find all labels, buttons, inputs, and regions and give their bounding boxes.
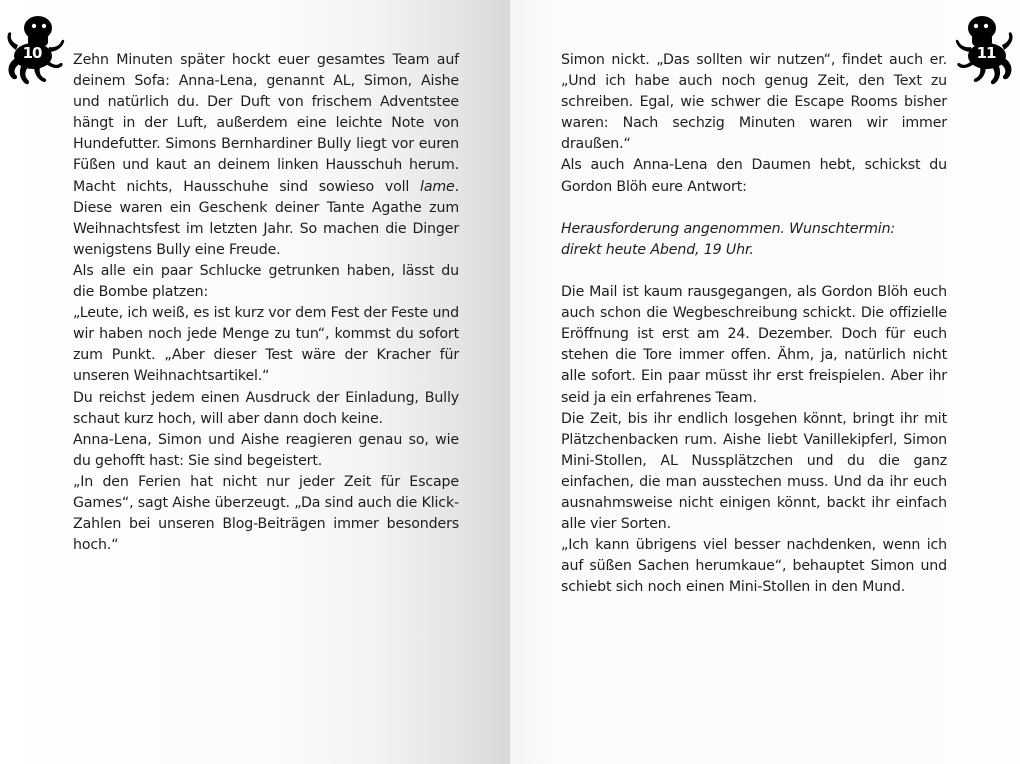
page-number: 10 — [22, 44, 42, 62]
paragraph: Anna-Lena, Simon und Aishe reagieren genau so, wie du gehofft hast: Sie sind begeistert. — [73, 431, 459, 469]
paragraph: „Leute, ich weiß, es ist kurz vor dem Fest der Feste und wir haben noch jede Menge zu tun“, kommst du sofort zum Punkt. „Aber dieser Test wäre der Kracher für unseren Weihnachtsartikel.“ — [73, 305, 459, 385]
italic-line: Herausforderung angenommen. Wunschtermin: — [561, 220, 896, 237]
right-page — [510, 0, 1020, 764]
paragraph: Simon nickt. „Das sollten wir nutzen“, findet auch er. „Und ich habe auch noch genug Zeit, den Text zu schreiben. Egal, wie schwer die Escape Rooms bisher waren: Nach sechzig Minuten waren wir immer draußen.“ — [561, 52, 947, 153]
paragraph: „In den Ferien hat nicht nur jeder Zeit für Escape Games“, sagt Aishe überzeugt. „Da sind auch die Klick-Zahlen bei unseren Blog-Beiträgen immer besonders hoch.“ — [73, 473, 459, 554]
paragraph: Die Mail ist kaum rausgegangen, als Gordon Blöh euch auch schon die Wegbeschreibung schickt. Die offizielle Eröffnung ist erst am 24. Dezember. Doch für euch stehen die Tore immer offen. Ähm, ja, natürlich nicht alle sofort. Ein paar müsst ihr erst freispielen. Aber ihr seid ja ein erfahrenes Team. — [561, 284, 947, 406]
right-page-text — [561, 50, 947, 598]
paragraph: Du reichst jedem einen Ausdruck der Einladung, Bully schaut kurz hoch, will aber dann doch keine. — [73, 389, 459, 427]
paragraph: Die Zeit, bis ihr endlich losgehen könnt, bringt ihr mit Plätzchenbacken rum. Aishe liebt Vanillekipferl, Simon Mini-Stollen, AL Nussplätzchen und du die ganz einfachen, die man ausstechen muss. Und da ihr euch ausnahmsweise nicht einigen könnt, backt ihr einfach alle vier Sorten. — [561, 410, 947, 533]
paragraph: Als alle ein paar Schlucke getrunken haben, lässt du die Bombe platzen: — [73, 262, 459, 301]
page-number: 11 — [976, 44, 996, 62]
italic-line: direkt heute Abend, 19 Uhr. — [561, 241, 754, 258]
paragraph-gap — [561, 198, 947, 219]
paragraph: Als auch Anna-Lena den Daumen hebt, schickst du Gordon Blöh eure Antwort: — [561, 157, 947, 195]
italic-word: lame — [420, 178, 455, 195]
paragraph: „Ich kann übrigens viel besser nachdenken, wenn ich auf süßen Sachen herumkaue“, behauptet Simon und schiebt sich noch einen Mini-Stollen in den Mund. — [561, 537, 947, 596]
paragraph-gap — [561, 261, 947, 282]
paragraph: Zehn Minuten später hockt euer gesamtes Team auf deinem Sofa: Anna-Lena, genannt AL, Simon, Aishe und natürlich du. Der Duft von frischem Adventstee hängt in der Luft, außerdem eine leichte Note von Hundefutter. Simons Bernhardiner Bully liegt vor euren Füßen und kaut an deinem linken Hausschuh herum. Macht nichts, Hausschuhe sind sowieso voll lame. Diese waren ein Geschenk deiner Tante Agathe zum Weihnachtsfest im letzten Jahr. So machen die Dinger wenigstens Bully eine Freude. — [73, 52, 459, 258]
left-page-text — [73, 50, 459, 556]
